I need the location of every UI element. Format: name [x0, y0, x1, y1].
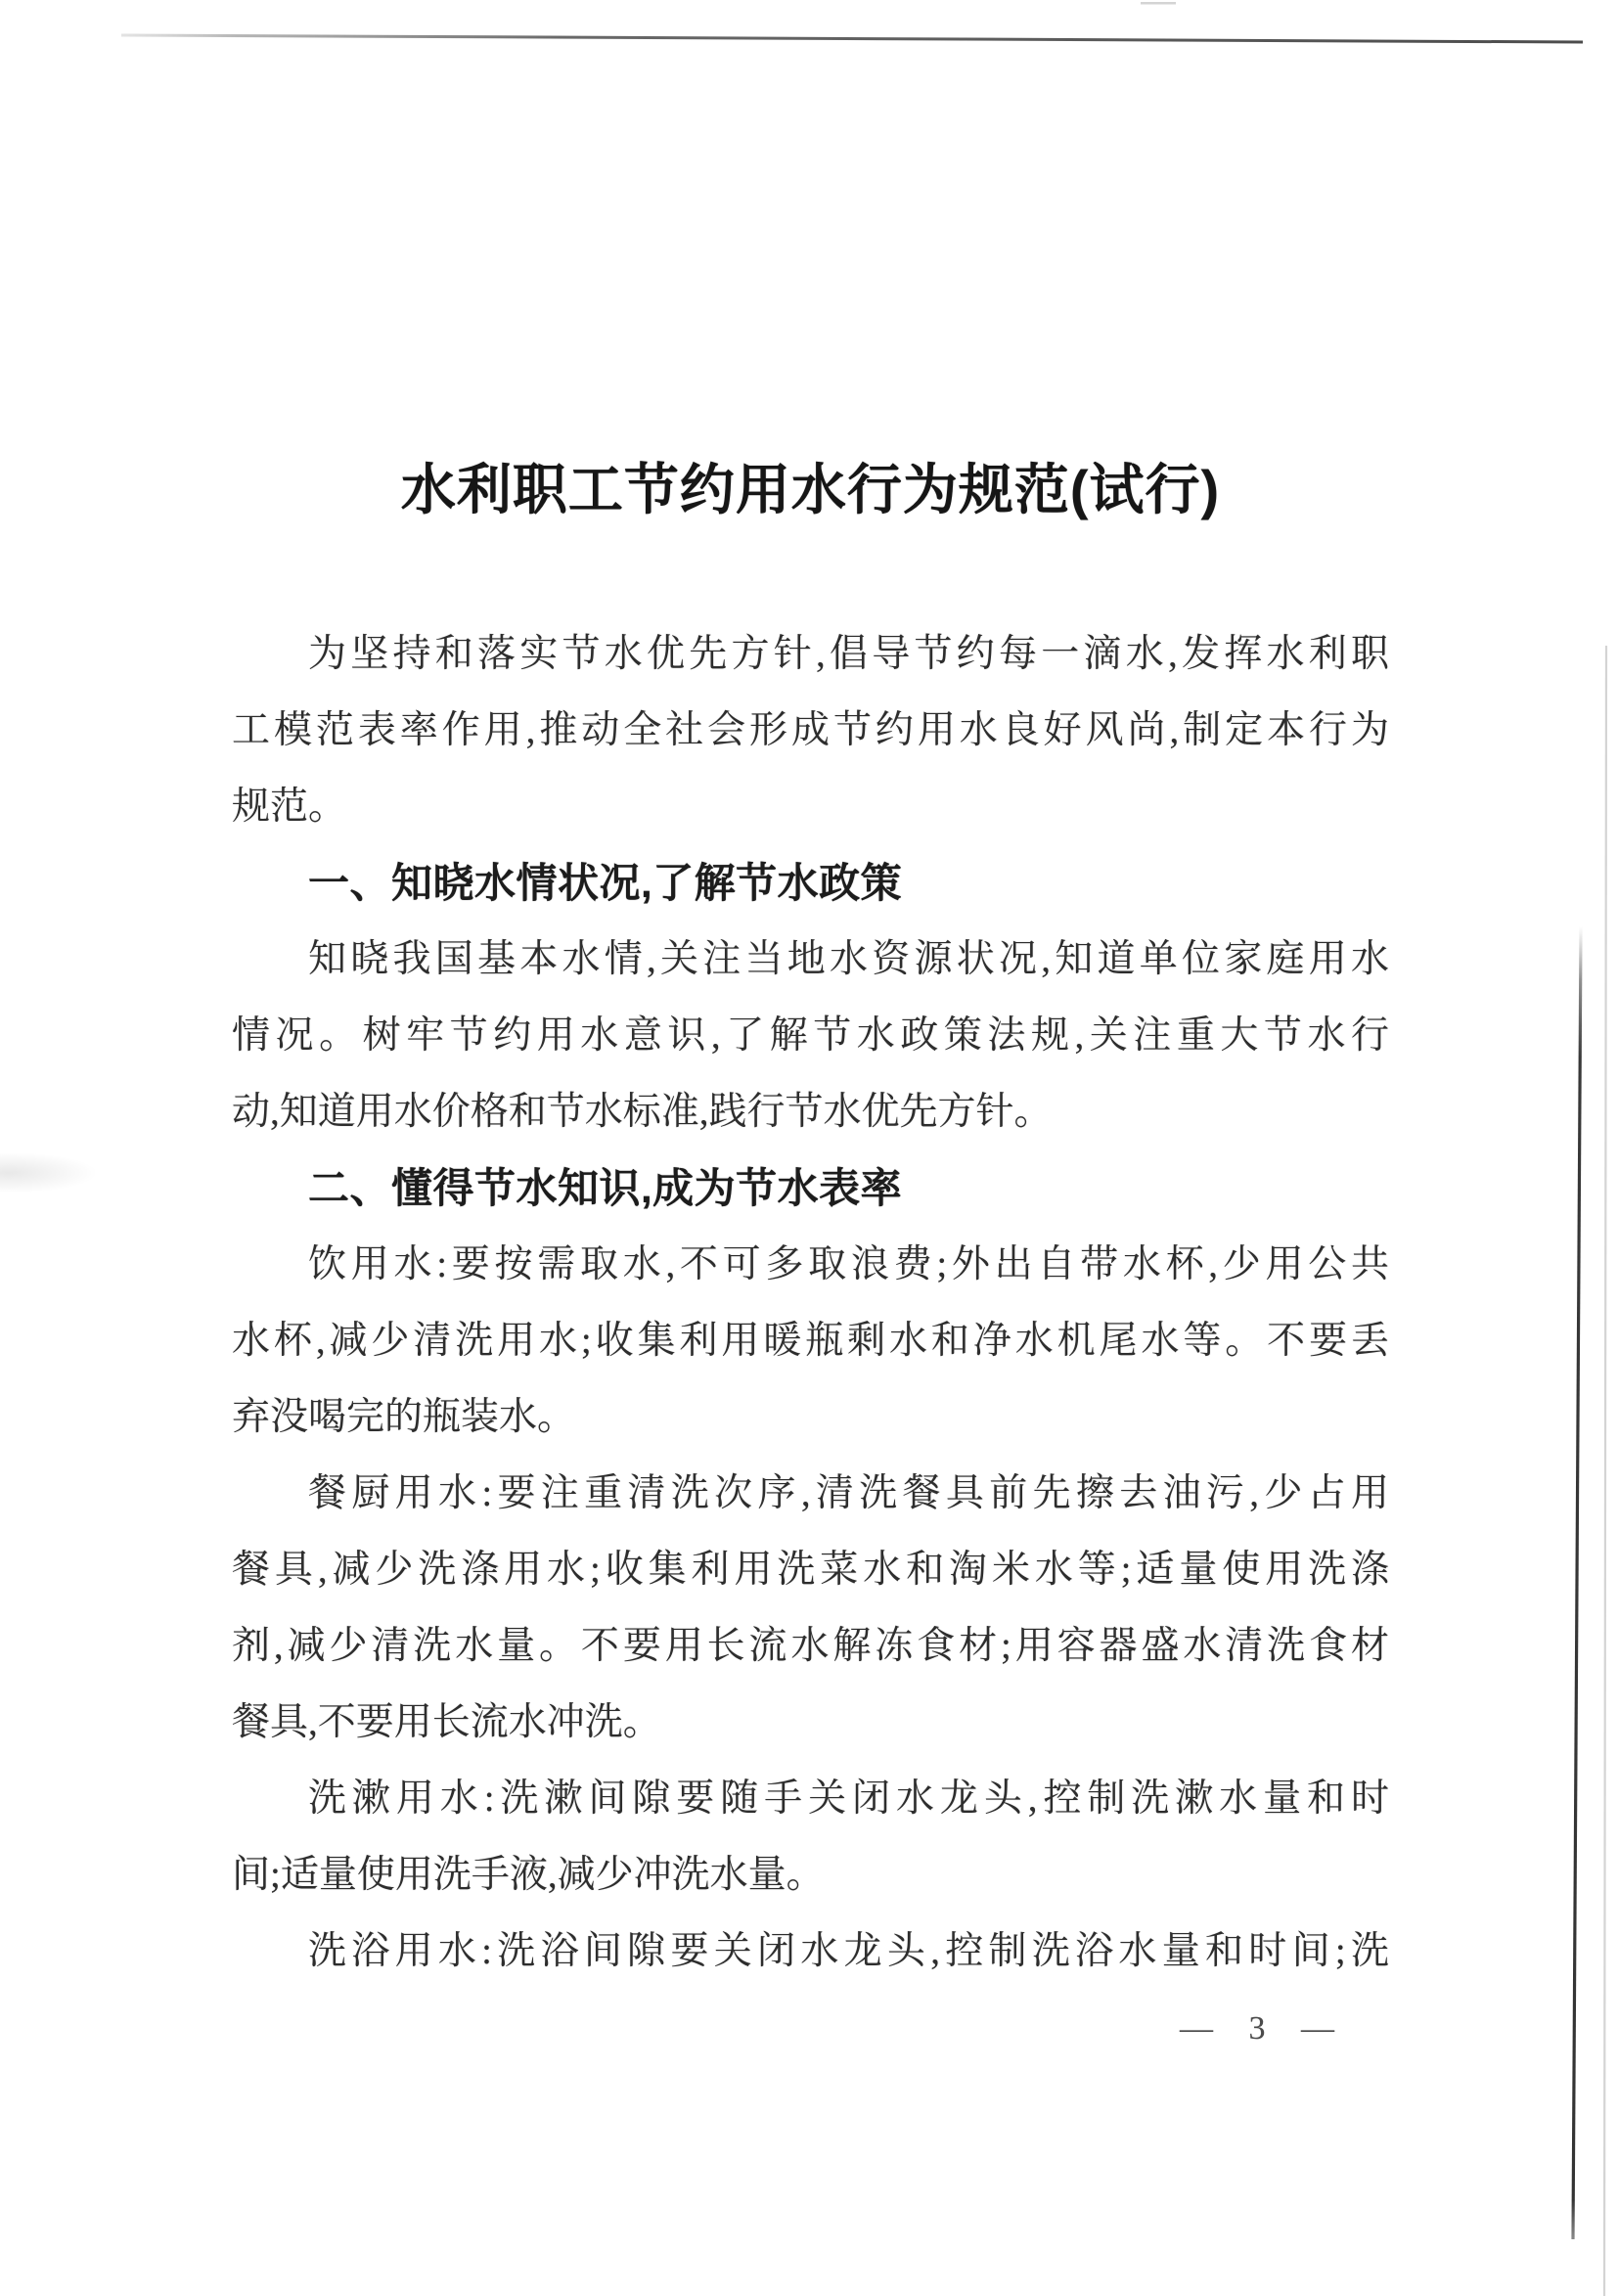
text-line: 动,知道用水价格和节水标准,践行节水优先方针。 — [232, 1091, 1053, 1133]
text-line: 餐具,减少洗涤用水;收集利用洗菜水和淘米水等;适量使用洗涤 — [232, 1549, 1389, 1591]
text-line: 知晓我国基本水情,关注当地水资源状况,知道单位家庭用水 — [308, 938, 1389, 980]
scan-artifact-top-dash — [1141, 2, 1176, 5]
page-number: — 3 — — [1180, 2010, 1348, 2047]
section-heading: 一、知晓水情状况,了解节水政策 — [308, 860, 903, 906]
text-line: 情况。树牢节约用水意识,了解节水政策法规,关注重大节水行 — [232, 1014, 1389, 1057]
text-line: 餐厨用水:要注重清洗次序,清洗餐具前先擦去油污,少占用 — [308, 1472, 1389, 1514]
section-heading: 二、懂得节水知识,成为节水表率 — [308, 1165, 903, 1211]
text-line: 剂,减少清洗水量。不要用长流水解冻食材;用容器盛水清洗食材 — [232, 1625, 1389, 1667]
document-body — [232, 616, 1389, 1990]
document-title: 水利职工节约用水行为规范(试行) — [400, 459, 1221, 520]
text-line: 洗浴用水:洗浴间隙要关闭水龙头,控制洗浴水量和时间;洗 — [308, 1930, 1389, 1972]
scan-artifact-paper-edge — [1604, 646, 1606, 2296]
text-line: 水杯,减少清洗用水;收集利用暖瓶剩水和净水机尾水等。不要丢 — [232, 1320, 1389, 1362]
text-line: 弃没喝完的瓶装水。 — [232, 1396, 576, 1438]
text-line: 规范。 — [232, 786, 347, 828]
text-line: 洗漱用水:洗漱间隙要随手关闭水龙头,控制洗漱水量和时 — [308, 1778, 1389, 1820]
text-line: 饮用水:要按需取水,不可多取浪费;外出自带水杯,少用公共 — [308, 1243, 1389, 1285]
scan-artifact-right-line — [1573, 926, 1581, 2239]
text-line: 间;适量使用洗手液,减少冲洗水量。 — [232, 1854, 825, 1896]
text-line: 餐具,不要用长流水冲洗。 — [232, 1701, 661, 1743]
text-line: 为坚持和落实节水优先方针,倡导节约每一滴水,发挥水利职 — [308, 633, 1389, 675]
scan-artifact-top-line — [121, 35, 1583, 42]
scan-artifact-smudge — [0, 1152, 98, 1193]
text-line: 工模范表率作用,推动全社会形成节约用水良好风尚,制定本行为 — [232, 709, 1389, 751]
